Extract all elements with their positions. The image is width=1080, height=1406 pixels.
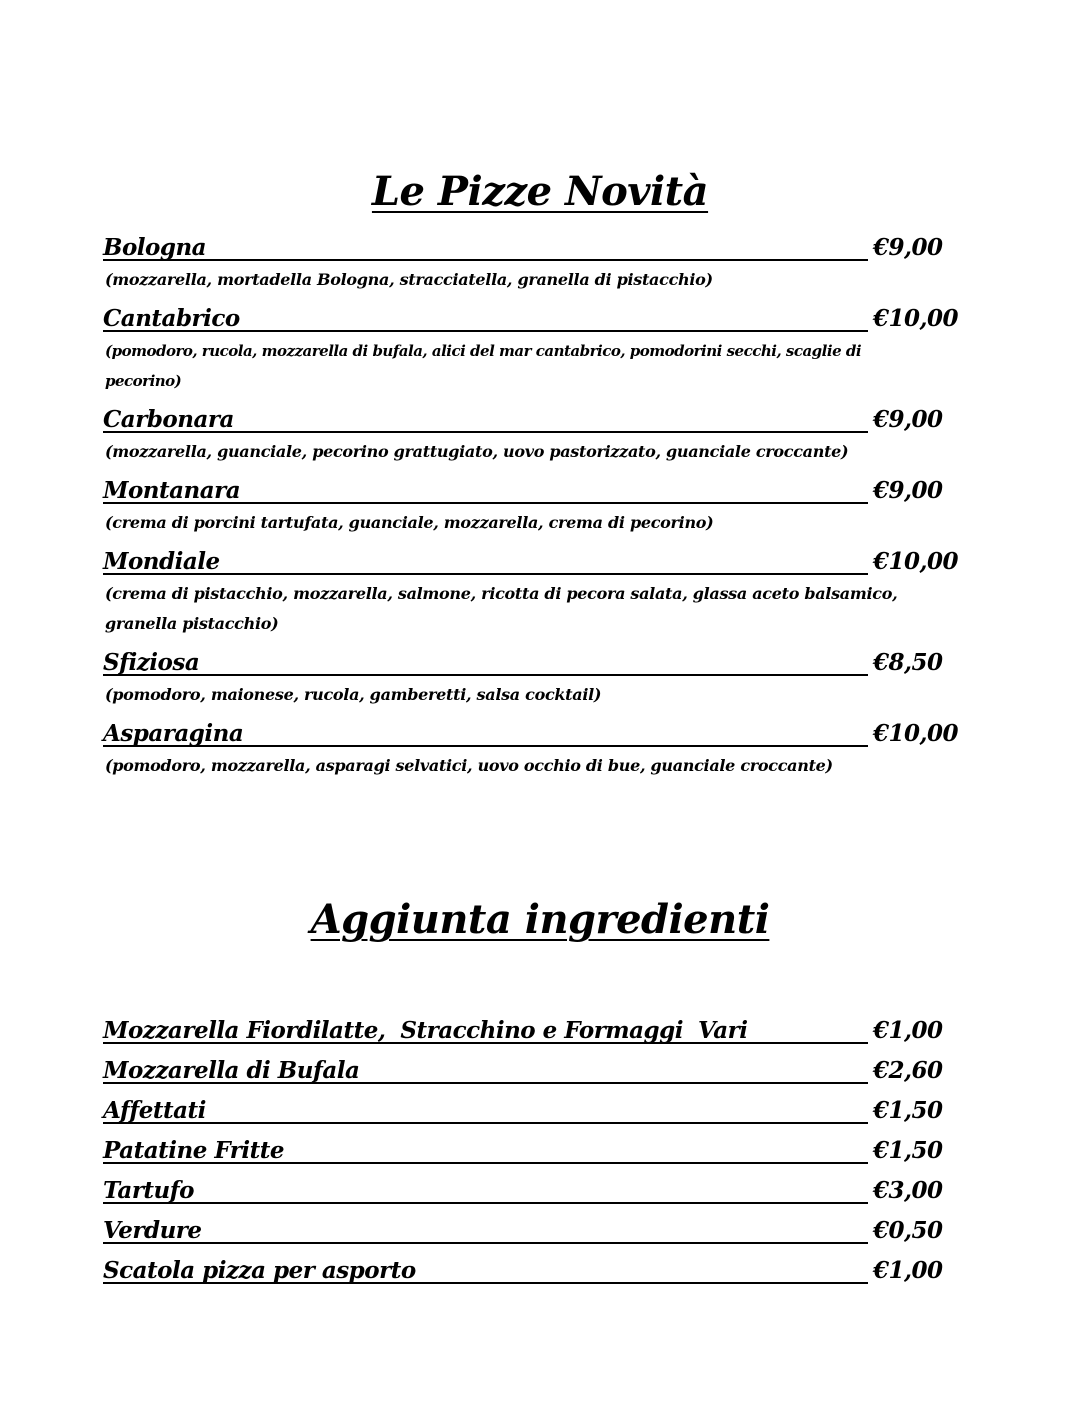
- extra-name: Patatine Fritte: [103, 1137, 284, 1164]
- item-description: (pomodoro, rucola, mozzarella di bufala, alici del mar cantabrico, pomodorini secchi, scaglie di pecorino): [105, 342, 862, 390]
- item-price: €9,00: [873, 477, 943, 504]
- menu-item: [103, 542, 959, 643]
- extra-price: €1,50: [873, 1097, 943, 1124]
- aggiunta-list: [103, 1014, 953, 1294]
- item-price: €8,50: [873, 649, 943, 676]
- section-title-pizze: Le Pizze Novità: [371, 168, 709, 215]
- item-name: Mondiale: [103, 548, 220, 575]
- pizze-list: [103, 228, 959, 785]
- item-description: (mozzarella, mortadella Bologna, stracciatella, granella di pistacchio): [105, 270, 713, 289]
- item-name: Carbonara: [103, 406, 234, 433]
- extra-name: Mozzarella Fiordilatte, Stracchino e Formaggi Vari: [103, 1017, 748, 1044]
- item-name: Bologna: [103, 234, 207, 261]
- item-name: Montanara: [103, 477, 241, 504]
- item-description: (mozzarella, guanciale, pecorino grattugiato, uovo pastorizzato, guanciale croccante): [105, 442, 849, 461]
- extra-name: Mozzarella di Bufala: [103, 1057, 360, 1084]
- item-price: €10,00: [873, 305, 959, 332]
- extra-item-row: [103, 1134, 943, 1164]
- item-description: (pomodoro, mozzarella, asparagi selvatici, uovo occhio di bue, guanciale croccante): [105, 756, 833, 775]
- menu-item-row: [103, 400, 943, 433]
- extra-price: €1,00: [873, 1017, 943, 1044]
- menu-item-row: [103, 643, 943, 676]
- item-price: €9,00: [873, 234, 943, 261]
- menu-item: [103, 471, 953, 542]
- item-price: €10,00: [873, 720, 959, 747]
- extra-name: Verdure: [103, 1217, 202, 1244]
- menu-item-row: [103, 299, 959, 332]
- extra-item-row: [103, 1014, 943, 1044]
- item-description: (crema di pistacchio, mozzarella, salmone, ricotta di pecora salata, glassa aceto balsamico, granella pistacchio): [105, 584, 898, 633]
- menu-item: [103, 400, 953, 471]
- item-price: €9,00: [873, 406, 943, 433]
- item-name: Sfiziosa: [103, 649, 200, 676]
- menu-item: [103, 643, 953, 714]
- extra-price: €1,50: [873, 1137, 943, 1164]
- item-description: (crema di porcini tartufata, guanciale, mozzarella, crema di pecorino): [105, 513, 714, 532]
- menu-item: [103, 299, 959, 400]
- extra-price: €3,00: [873, 1177, 943, 1204]
- extra-name: Scatola pizza per asporto: [103, 1257, 416, 1284]
- item-description: (pomodoro, maionese, rucola, gamberetti, salsa cocktail): [105, 685, 602, 704]
- menu-item-row: [103, 471, 943, 504]
- extra-item-row: [103, 1214, 943, 1244]
- extra-item-row: [103, 1054, 943, 1084]
- menu-item-row: [103, 714, 959, 747]
- extra-price: €0,50: [873, 1217, 943, 1244]
- menu-item: [103, 714, 959, 785]
- item-name: Asparagina: [103, 720, 244, 747]
- menu-item-row: [103, 228, 943, 261]
- extra-price: €2,60: [873, 1057, 943, 1084]
- item-price: €10,00: [873, 548, 959, 575]
- extra-name: Affettati: [103, 1097, 206, 1124]
- extra-name: Tartufo: [103, 1177, 195, 1204]
- extra-item-row: [103, 1094, 943, 1124]
- extra-item-row: [103, 1254, 943, 1284]
- menu-item-row: [103, 542, 959, 575]
- menu-item: [103, 228, 953, 299]
- section-title-aggiunta: Aggiunta ingredienti: [310, 896, 770, 943]
- item-name: Cantabrico: [103, 305, 240, 332]
- extra-item-row: [103, 1174, 943, 1204]
- extra-price: €1,00: [873, 1257, 943, 1284]
